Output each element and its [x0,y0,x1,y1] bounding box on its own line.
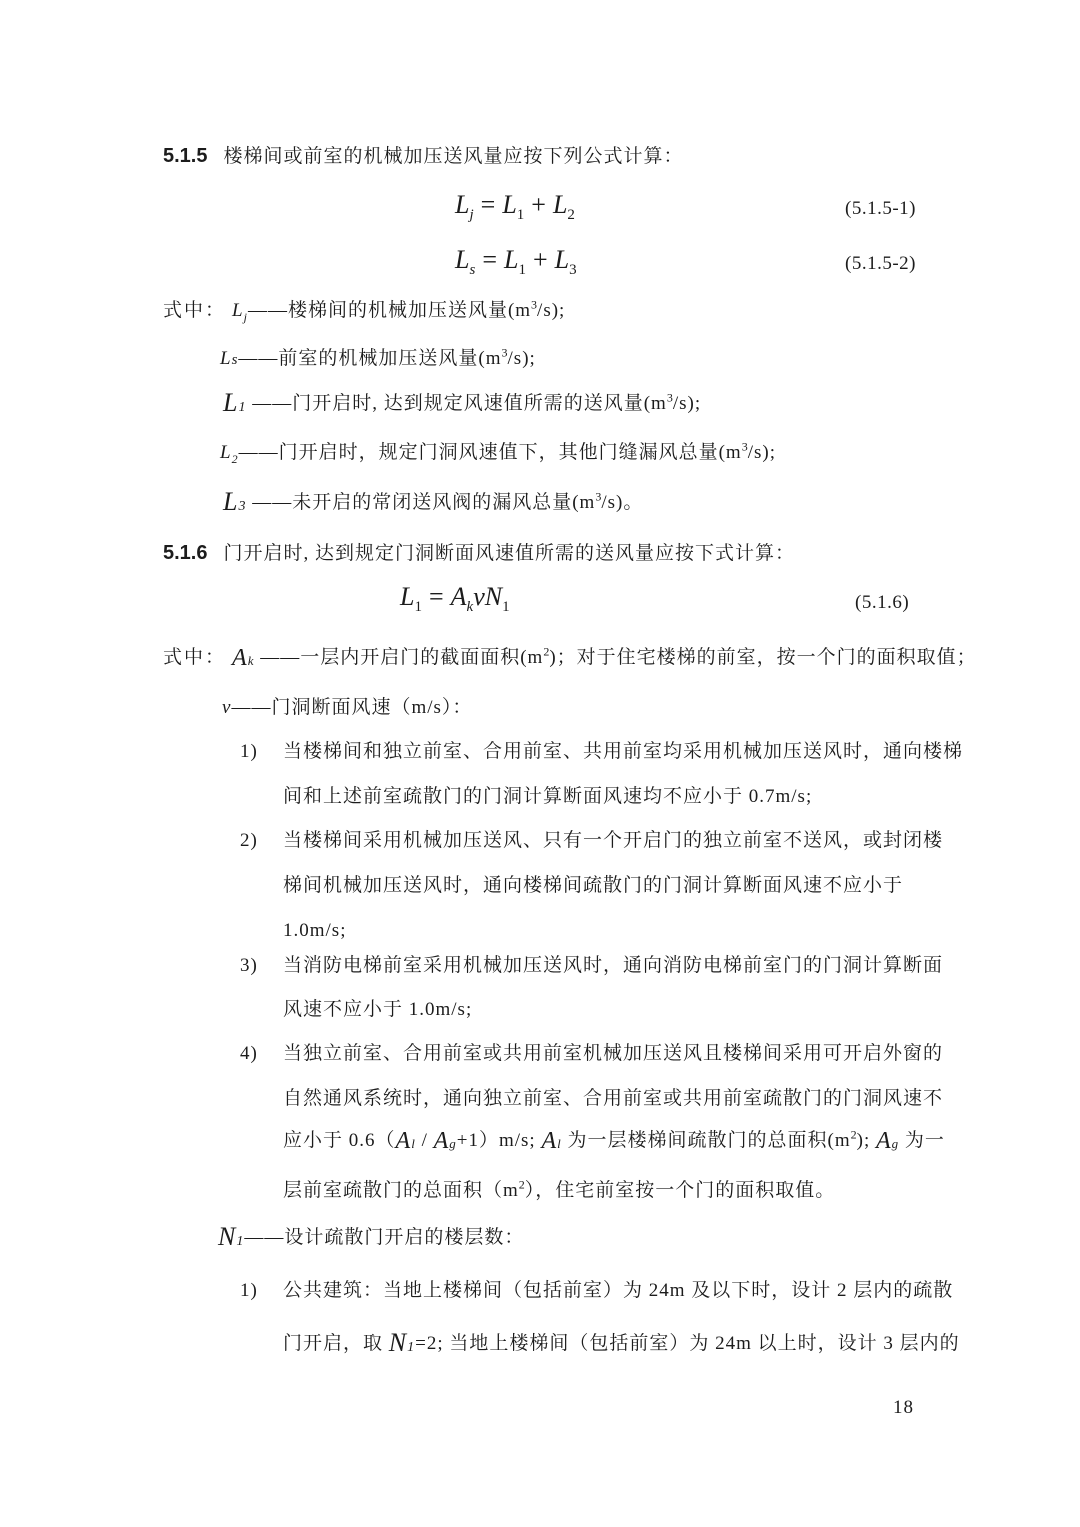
n1-item-1-marker: 1) [240,1280,258,1301]
list-item-4-line-1: 当独立前室、合用前室或共用前室机械加压送风且楼梯间采用可开启外窗的 [283,1043,944,1064]
definition-l1: $L_1$ ——门开启时, 达到规定风速值所需的送风量$(m^3/s)$; [223,388,702,417]
definition-l3: $L_3$ ——未开启的常闭送风阀的漏风总量$(m^3/s)$。 [223,487,644,516]
list-item-4-marker: 4) [240,1043,258,1064]
definition-v: v——门洞断面风速（m/s）： [222,697,473,718]
list-item-2-line-1: 当楼梯间采用机械加压送风、只有一个开启门的独立前室不送风，或封闭楼 [283,830,944,851]
n1-item-1-line-2: 门开启，取 $N_1=2$; 当地上楼梯间（包括前室）为 24m 以上时，设计 3 层内的 [283,1328,960,1357]
n1-item-1-line-1: 公共建筑：当地上楼梯间（包括前室）为 24m 及以下时，设计 2 层内的疏散 [283,1280,954,1301]
where-label: 式中： [163,647,227,668]
list-item-1-marker: 1) [240,741,258,762]
list-item-2-line-2: 梯间机械加压送风时，通向楼梯间疏散门的门洞计算断面风速不应小于 [283,875,904,896]
where-label: 式中： [163,300,227,321]
definition-l2: $L_2——$门开启时，规定门洞风速值下，其他门缝漏风总量$(m^3/s)$; [220,439,776,466]
list-item-2-marker: 2) [240,830,258,851]
list-item-3-line-2: 风速不应小于 1.0m/s; [283,999,473,1020]
list-item-4-line-2: 自然通风系统时，通向独立前室、合用前室或共用前室疏散门的门洞风速不 [283,1088,944,1109]
definition-ls: Ls——前室的机械加压送风量$(m^3/s)$; [220,345,536,369]
section-number: 5.1.5 [163,145,208,167]
list-item-2-line-3: 1.0m/s; [283,920,347,941]
formula-5-1-5-2: $L_s = L_1 + L_3$ [455,245,577,279]
formula-5-1-5-1: $L_j = L_1 + L_2$ [455,190,575,224]
list-item-3-marker: 3) [240,955,258,976]
list-item-1-line-1: 当楼梯间和独立前室、合用前室、共用前室均采用机械加压送风时，通向楼梯 [283,741,964,762]
list-item-3-line-1: 当消防电梯前室采用机械加压送风时，通向消防电梯前室门的门洞计算断面 [283,955,944,976]
section-title: 楼梯间或前室的机械加压送风量应按下列公式计算： [223,146,684,167]
section-title: 门开启时, 达到规定门洞断面风速值所需的送风量应按下式计算： [223,543,795,564]
list-item-4-line-4: 层前室疏散门的总面积$(m^2)$，住宅前室按一个门的面积取值。 [283,1177,836,1201]
formula-5-1-6: $L_1 = A_kvN_1$ [400,582,510,616]
formula-tag-5-1-5-2: (5.1.5-2) [845,253,916,274]
section-5-1-5-heading [163,143,684,170]
definition-n1: $N_1——$设计疏散门开启的楼层数： [218,1222,525,1251]
definition-ak: 式中： $A_k$ ——一层内开启门的截面面积$(m^2)$；对于住宅楼梯的前室，按一个门的面积取值； [163,644,977,671]
definition-lj: 式中： $L_j——$楼梯间的机械加压送风量$(m^3/s)$; [163,297,566,324]
section-5-1-6-heading [163,540,795,567]
list-item-1-line-2: 间和上述前室疏散门的门洞计算断面风速均不应小于 0.7m/s; [283,786,813,807]
list-item-4-line-3-math: 应小于 $0.6(A_l / A_g+1)m/s$; $A_l$ 为一层楼梯间疏散门的总面积$(m^2)$; $A_g$ 为一 [283,1127,945,1154]
formula-tag-5-1-6: (5.1.6) [855,592,910,613]
section-number: 5.1.6 [163,542,208,564]
page-number: 18 [893,1397,914,1418]
formula-tag-5-1-5-1: (5.1.5-1) [845,198,916,219]
